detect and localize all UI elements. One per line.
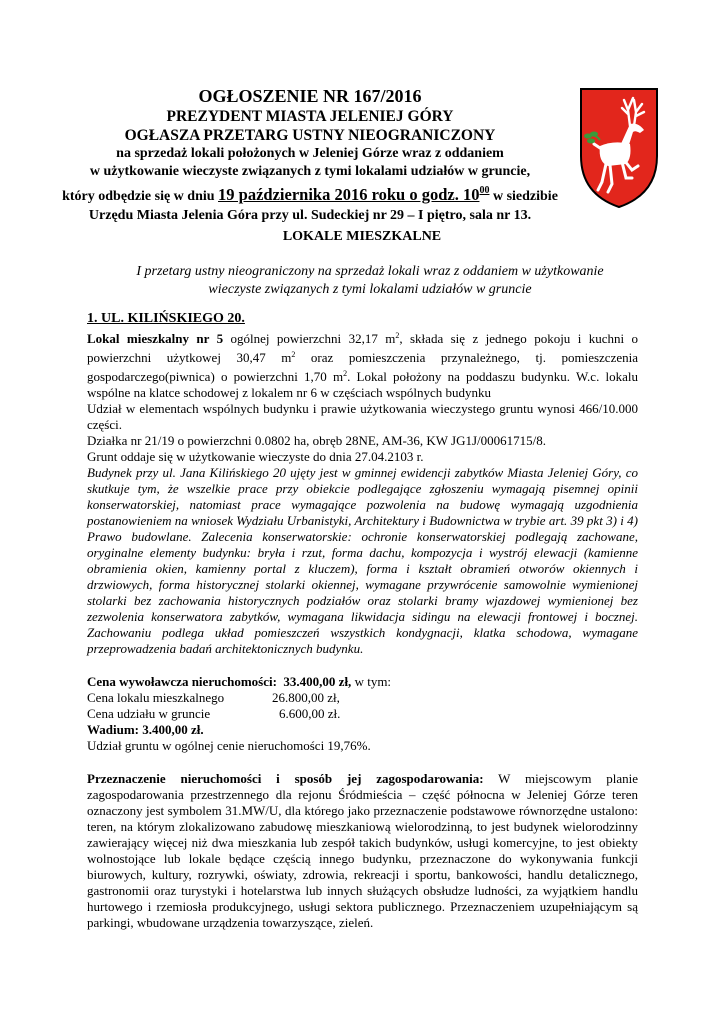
flat-price-label: Cena lokalu mieszkalnego	[87, 690, 225, 705]
starting-price-tail: w tym:	[351, 674, 392, 689]
monument-info: Budynek przy ul. Jana Kilińskiego 20 ujęty jest w gminnej ewidencji zabytków Miasta Jeleniej Góry, co skutkuje tym, że wszelkie prace przy obiekcie podlegające zgłoszeniu wymagają pisemnej opinii konserwatorskiej, natomiast prace wymagające pozwolenia na budowę wymagają uzgodnienia postanowieniem na wniosek Wydziału Urbanistyki, Architektury i Budownictwa w trybie art. 39 pkt 3) i 4) Prawo budowlane. Zalecenia konserwatorskie: ochronie konserwatorskiej podlegają zachowane, oryginalne elementy budynku: bryła i rzut, forma dachu, kompozycja i wystrój elewacji (kamienne obramienia okien, kamienny portal z kluczem), forma i kształt obramień otworów okiennych i drzwiowych, forma historycznej stolarki okiennej, wymagane przywrócenie samowolnie wymienionej stolarki bez zachowania historycznych podziałów oraz stolarki bramy wjazdowej wymienionej bez zezwolenia konserwatora zabytków, wymagana likwidacja sidingu na elewacji frontowej i bocznej. Zachowaniu podlega układ pomieszczeń wszystkich kondygnacji, klatka schodowa, wymagane przeprowadzenia badań architektonicznych budynku.	[87, 465, 638, 656]
land-price-row	[87, 706, 638, 722]
tender-date: 19 października 2016 roku o godz. 10	[218, 185, 480, 204]
flat-price-row	[87, 690, 638, 706]
sup-2c: 2	[343, 369, 348, 378]
tender-time-minutes: 00	[479, 185, 490, 196]
section-heading: LOKALE MIESZKALNE	[282, 229, 442, 244]
desc-part-d: . Lokal położony na poddaszu budynku. W.c. lokalu wspólne na klatce schodowej z lokalem nr 6 w częściach wspólnych budynku	[87, 369, 638, 400]
city-coat-of-arms-icon	[578, 86, 660, 210]
desc-part-c: oraz pomieszczenia przynależnego, tj. pomieszczenia gospodarczego(piwnica) o powierzchni 1,70 m	[87, 350, 638, 384]
land-price-label: Cena udziału w gruncie	[87, 706, 211, 721]
land-share-percent: Udział gruntu w ogólnej cenie nieruchomości 19,76%.	[87, 738, 371, 753]
flat-price-value: 26.800,00 zł,	[272, 690, 340, 705]
header-line-4: w użytkowanie wieczyste związanych z tymi lokalami udziałów w gruncie,	[89, 164, 531, 179]
tender-intro	[100, 263, 640, 299]
item-1-title: 1. UL. KILIŃSKIEGO 20.	[87, 311, 245, 326]
desc-part-a: ogólnej powierzchni 32,17 m	[223, 331, 396, 346]
announcement-title: OGŁOSZENIE NR 167/2016	[198, 86, 422, 106]
starting-price	[87, 674, 638, 690]
starting-price-value: 33.400,00 zł,	[283, 674, 352, 689]
announcement-header	[40, 86, 580, 225]
land-price-value: 6.600,00 zł.	[279, 706, 341, 721]
sup-2b: 2	[291, 350, 296, 359]
header-mayor: PREZYDENT MIASTA JELENIEJ GÓRY	[166, 108, 454, 125]
header-date-line	[40, 181, 580, 207]
header-date-post: w siedzibie	[489, 189, 558, 204]
header-line-3: na sprzedaż lokali położonych w Jeleniej Górze wraz z oddaniem	[116, 146, 504, 161]
header-tender-type: OGŁASZA PRZETARG USTNY NIEOGRANICZONY	[124, 127, 496, 144]
zoning-text: W miejscowym planie zagospodarowania przestrzennego dla rejonu Śródmieścia – część północna w Jeleniej Górze teren oznaczony jest symbolem 31.MW/U, dla którego jako przeznaczenie podstawowe równorzędne ustalono: teren, na którym zlokalizowano zabudowę mieszkaniową wielorodzinną, to jest budynek wielorodzinny zawierający więcej niż dwa mieszkania lub zespół takich budynków, usługi komercyjne, to jest obiekty wolnostojące lub lokale będące częścią innego budynku, przeznaczone do wykonywania funkcji biurowych, kultury, rozrywki, oświaty, zdrowia, rekreacji i sportu, bankowości, handlu detalicznego, gastronomii oraz turystyki i hotelarstwa lub innych służących obsłudze ludności, za wyjątkiem handlu hurtowego i rzemiosła produkcyjnego, usługi sektora publicznego. Przeznaczeniem uzupełniającym są parkingi, wbudowane urządzenia towarzyszące, zieleń.	[87, 771, 639, 930]
intro-line-2: wieczyste związanych z tymi lokalami udziałów w gruncie	[208, 282, 532, 297]
lease-info: Grunt oddaje się w użytkowanie wieczyste do dnia 27.04.2103 r.	[87, 449, 424, 464]
zoning-info	[87, 771, 638, 931]
lokal-number: Lokal mieszkalny nr 5	[87, 331, 224, 346]
deposit: Wadium: 3.400,00 zł.	[87, 722, 204, 737]
plot-info: Działka nr 21/19 o powierzchni 0.0802 ha, obręb 28NE, AM-36, KW JG1J/00061715/8.	[87, 433, 547, 448]
header-location: Urzędu Miasta Jelenia Góra przy ul. Sudeckiej nr 29 – I piętro, sala nr 13.	[88, 208, 532, 223]
share-info: Udział w elementach wspólnych budynku i prawie użytkowania wieczystego gruntu wynosi 466/10.000 części.	[87, 401, 638, 432]
starting-price-label: Cena wywoławcza nieruchomości:	[87, 674, 277, 689]
item-1-body	[87, 310, 638, 931]
header-date-pre: który odbędzie się w dniu	[62, 189, 219, 204]
item-1-description	[87, 328, 638, 401]
intro-line-1: I przetarg ustny nieograniczony na sprzedaż lokali wraz z oddaniem w użytkowanie	[136, 264, 604, 279]
desc-part-b: , składa się z jednego pokoju i kuchni o powierzchni użytkowej 30,47 m	[87, 331, 639, 365]
sup-2a: 2	[395, 331, 400, 340]
zoning-label: Przeznaczenie nieruchomości i sposób jej zagospodarowania:	[87, 771, 484, 786]
